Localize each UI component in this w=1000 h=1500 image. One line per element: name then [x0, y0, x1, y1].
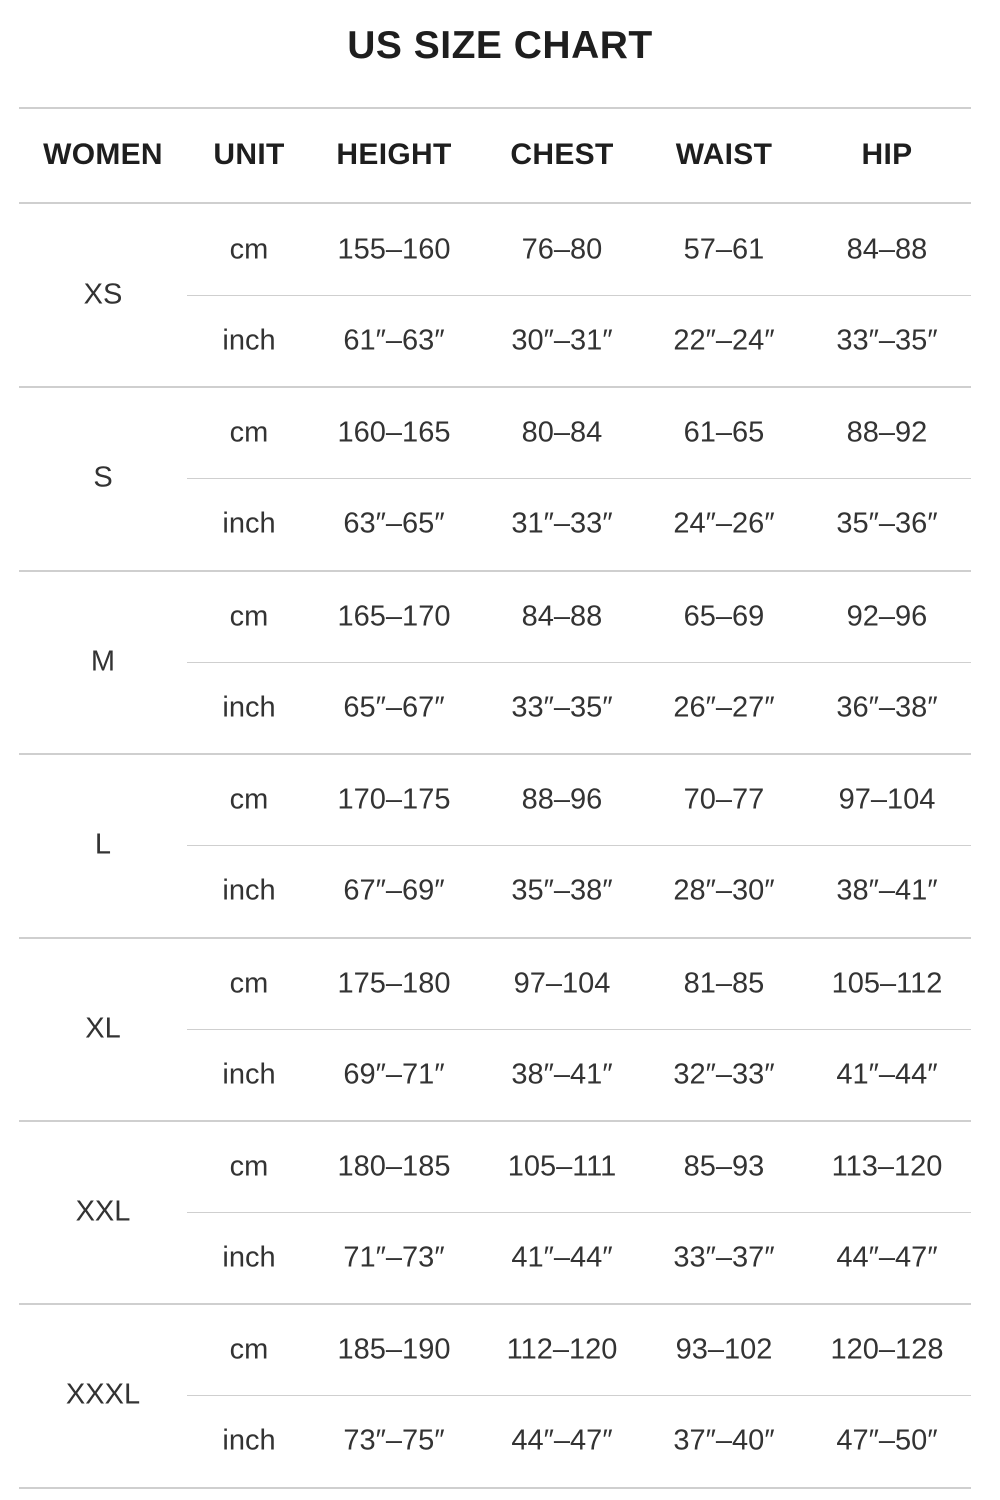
- waist-cell: 65–69: [683, 600, 765, 633]
- height-cell: 165–170: [337, 600, 451, 633]
- chest-cell: 80–84: [521, 416, 603, 449]
- unit-row-divider: [187, 478, 971, 479]
- waist-cell: 57–61: [683, 233, 765, 266]
- waist-cell: 32″–33″: [673, 1058, 775, 1091]
- hip-cell: 35″–36″: [836, 507, 938, 540]
- table-top-border: [19, 107, 971, 109]
- hip-cell: 88–92: [846, 416, 928, 449]
- unit-cell: cm: [229, 783, 269, 816]
- waist-cell: 37″–40″: [673, 1424, 775, 1457]
- chest-cell: 88–96: [521, 783, 603, 816]
- size-row-divider: [19, 937, 971, 939]
- unit-cell: inch: [222, 691, 276, 724]
- chest-cell: 44″–47″: [511, 1424, 613, 1457]
- unit-cell: cm: [229, 1150, 269, 1183]
- unit-cell: inch: [222, 507, 276, 540]
- height-cell: 73″–75″: [343, 1424, 445, 1457]
- hip-cell: 41″–44″: [836, 1058, 938, 1091]
- waist-cell: 93–102: [675, 1333, 773, 1366]
- waist-cell: 28″–30″: [673, 874, 775, 907]
- size-row-divider: [19, 1303, 971, 1305]
- unit-cell: inch: [222, 324, 276, 357]
- size-row-divider: [19, 753, 971, 755]
- size-label: XXL: [75, 1195, 131, 1228]
- header-chest: CHEST: [510, 138, 614, 171]
- unit-cell: cm: [229, 600, 269, 633]
- unit-row-divider: [187, 845, 971, 846]
- unit-row-divider: [187, 1029, 971, 1030]
- unit-row-divider: [187, 1212, 971, 1213]
- chest-cell: 97–104: [513, 967, 611, 1000]
- waist-cell: 70–77: [683, 783, 765, 816]
- height-cell: 69″–71″: [343, 1058, 445, 1091]
- size-label: XS: [83, 278, 123, 311]
- hip-cell: 38″–41″: [836, 874, 938, 907]
- size-label: XL: [85, 1012, 121, 1045]
- waist-cell: 85–93: [683, 1150, 765, 1183]
- chest-cell: 112–120: [506, 1333, 618, 1366]
- size-label: XXXL: [65, 1378, 141, 1411]
- chest-cell: 41″–44″: [511, 1241, 613, 1274]
- chest-cell: 35″–38″: [511, 874, 613, 907]
- height-cell: 67″–69″: [343, 874, 445, 907]
- hip-cell: 36″–38″: [836, 691, 938, 724]
- hip-cell: 47″–50″: [836, 1424, 938, 1457]
- header-women: WOMEN: [43, 138, 163, 171]
- size-row-divider: [19, 386, 971, 388]
- header-unit: UNIT: [213, 138, 285, 171]
- hip-cell: 113–120: [831, 1150, 943, 1183]
- unit-cell: cm: [229, 967, 269, 1000]
- chest-cell: 38″–41″: [511, 1058, 613, 1091]
- height-cell: 155–160: [337, 233, 451, 266]
- unit-cell: cm: [229, 416, 269, 449]
- height-cell: 175–180: [337, 967, 451, 1000]
- unit-cell: inch: [222, 1058, 276, 1091]
- height-cell: 185–190: [337, 1333, 451, 1366]
- size-row-divider: [19, 1487, 971, 1489]
- hip-cell: 44″–47″: [836, 1241, 938, 1274]
- unit-row-divider: [187, 295, 971, 296]
- hip-cell: 97–104: [838, 783, 936, 816]
- chest-cell: 84–88: [521, 600, 603, 633]
- chest-cell: 76–80: [521, 233, 603, 266]
- height-cell: 65″–67″: [343, 691, 445, 724]
- hip-cell: 92–96: [846, 600, 928, 633]
- waist-cell: 61–65: [683, 416, 765, 449]
- waist-cell: 81–85: [683, 967, 765, 1000]
- size-label: L: [94, 828, 112, 861]
- chest-cell: 33″–35″: [511, 691, 613, 724]
- waist-cell: 24″–26″: [673, 507, 775, 540]
- height-cell: 180–185: [337, 1150, 451, 1183]
- header-hip: HIP: [861, 138, 913, 171]
- page-title: US SIZE CHART: [347, 24, 653, 67]
- size-row-divider: [19, 1120, 971, 1122]
- hip-cell: 105–112: [831, 967, 943, 1000]
- size-row-divider: [19, 570, 971, 572]
- chest-cell: 30″–31″: [511, 324, 613, 357]
- chest-cell: 31″–33″: [511, 507, 613, 540]
- header-divider: [19, 202, 971, 204]
- unit-row-divider: [187, 662, 971, 663]
- unit-cell: cm: [229, 233, 269, 266]
- hip-cell: 84–88: [846, 233, 928, 266]
- size-label: M: [90, 645, 116, 678]
- header-height: HEIGHT: [336, 138, 452, 171]
- unit-row-divider: [187, 1395, 971, 1396]
- height-cell: 63″–65″: [343, 507, 445, 540]
- height-cell: 160–165: [337, 416, 451, 449]
- header-waist: WAIST: [675, 138, 773, 171]
- chest-cell: 105–111: [507, 1150, 617, 1183]
- waist-cell: 22″–24″: [673, 324, 775, 357]
- waist-cell: 33″–37″: [673, 1241, 775, 1274]
- unit-cell: inch: [222, 1241, 276, 1274]
- height-cell: 71″–73″: [343, 1241, 445, 1274]
- unit-cell: inch: [222, 1424, 276, 1457]
- hip-cell: 33″–35″: [836, 324, 938, 357]
- unit-cell: cm: [229, 1333, 269, 1366]
- hip-cell: 120–128: [830, 1333, 944, 1366]
- height-cell: 61″–63″: [343, 324, 445, 357]
- unit-cell: inch: [222, 874, 276, 907]
- size-label: S: [93, 461, 113, 494]
- waist-cell: 26″–27″: [673, 691, 775, 724]
- height-cell: 170–175: [337, 783, 451, 816]
